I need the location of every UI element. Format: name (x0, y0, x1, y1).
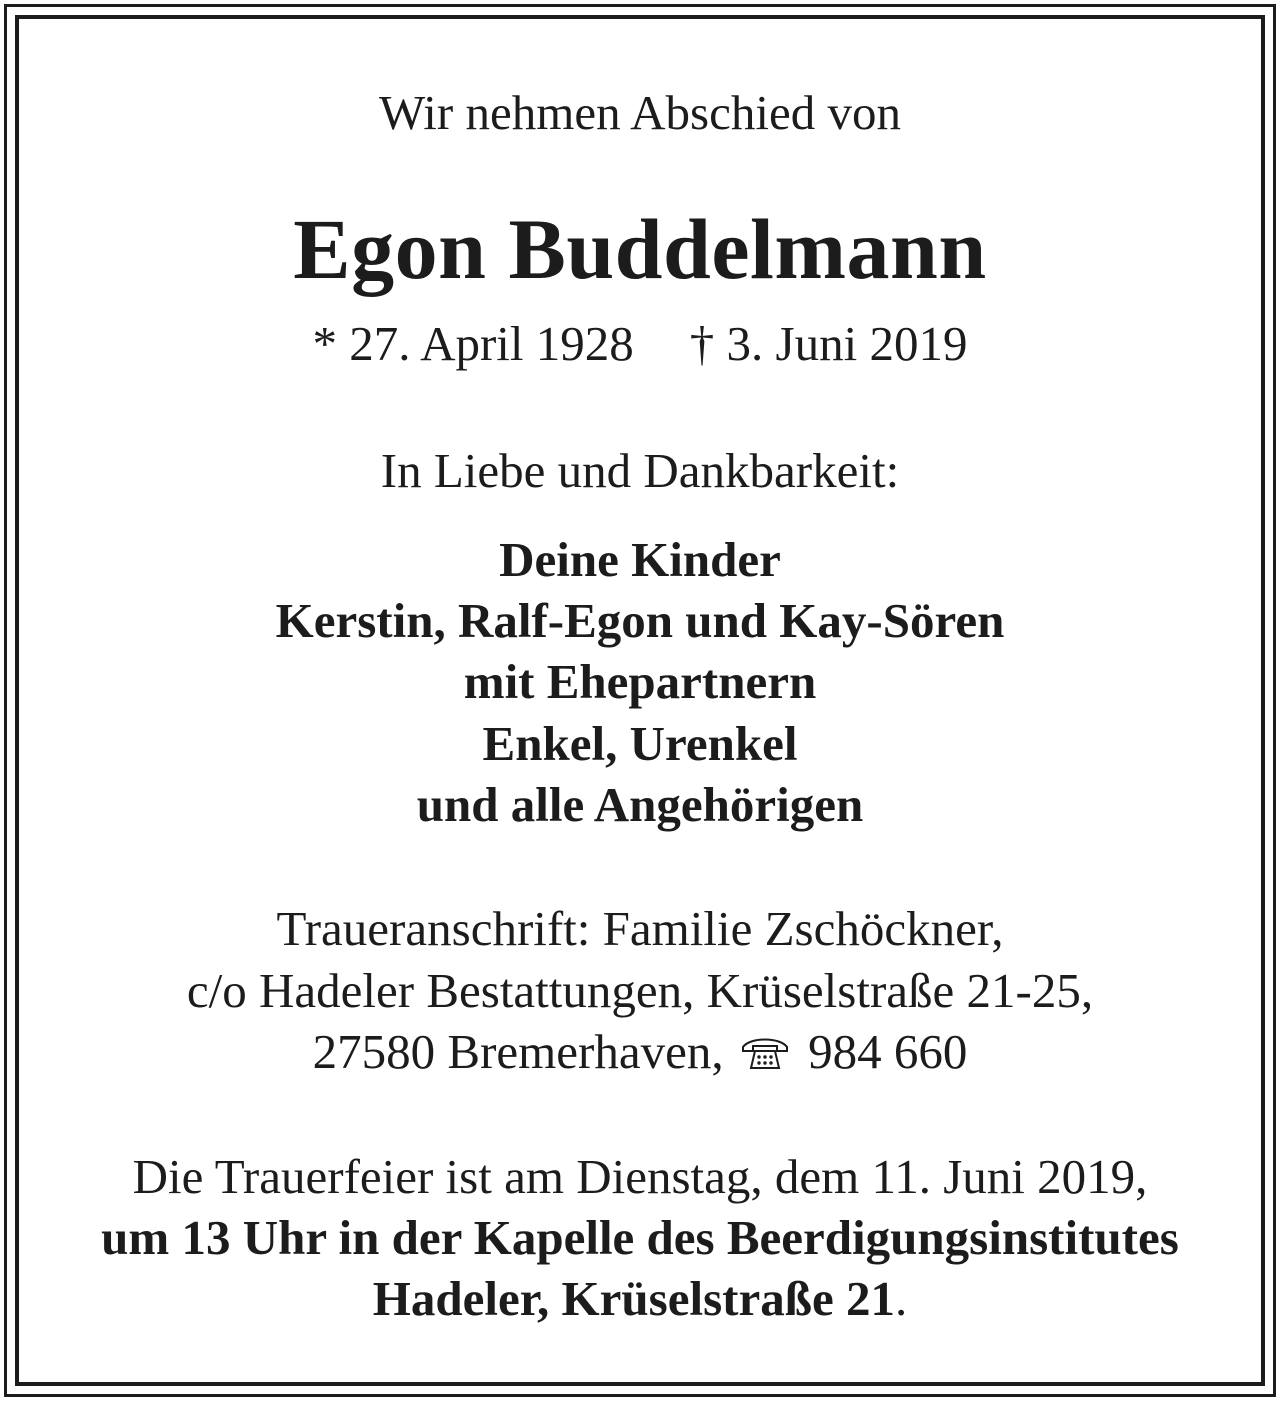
mourners-line-3: mit Ehepartnern (463, 654, 817, 709)
birth-date: * 27. April 1928 (312, 316, 634, 371)
phone-number: 984 660 (808, 1024, 968, 1079)
life-dates (0, 316, 1280, 371)
address-line-3 (0, 1024, 1280, 1079)
intro-text: Wir nehmen Abschied von (379, 85, 901, 140)
death-date: † 3. Juni 2019 (689, 316, 968, 371)
ceremony-location: Hadeler, Krüselstraße 21 (372, 1271, 895, 1326)
address-line-2: c/o Hadeler Bestattungen, Krüselstraße 21-25, (186, 963, 1094, 1018)
mourners-line-4: Enkel, Urenkel (482, 716, 798, 771)
mourners-line-2: Kerstin, Ralf-Egon und Kay-Sören (275, 593, 1005, 648)
ceremony-period: . (894, 1271, 908, 1326)
ceremony-line-1: Die Trauerfeier ist am Dienstag, dem 11. Juni 2019, (132, 1149, 1148, 1204)
ceremony-line-2: um 13 Uhr in der Kapelle des Beerdigungsinstitutes (101, 1210, 1179, 1265)
mourners-line-5: und alle Angehörigen (416, 777, 864, 832)
telephone-icon (740, 1035, 790, 1071)
ceremony-line-3 (0, 1271, 1280, 1326)
address-line-1: Traueranschrift: Familie Zschöckner, (276, 901, 1004, 956)
mourners-line-1: Deine Kinder (499, 532, 781, 587)
address-city: 27580 Bremerhaven, (312, 1024, 724, 1079)
deceased-name: Egon Buddelmann (293, 201, 987, 297)
gratitude-line: In Liebe und Dankbarkeit: (380, 443, 900, 498)
